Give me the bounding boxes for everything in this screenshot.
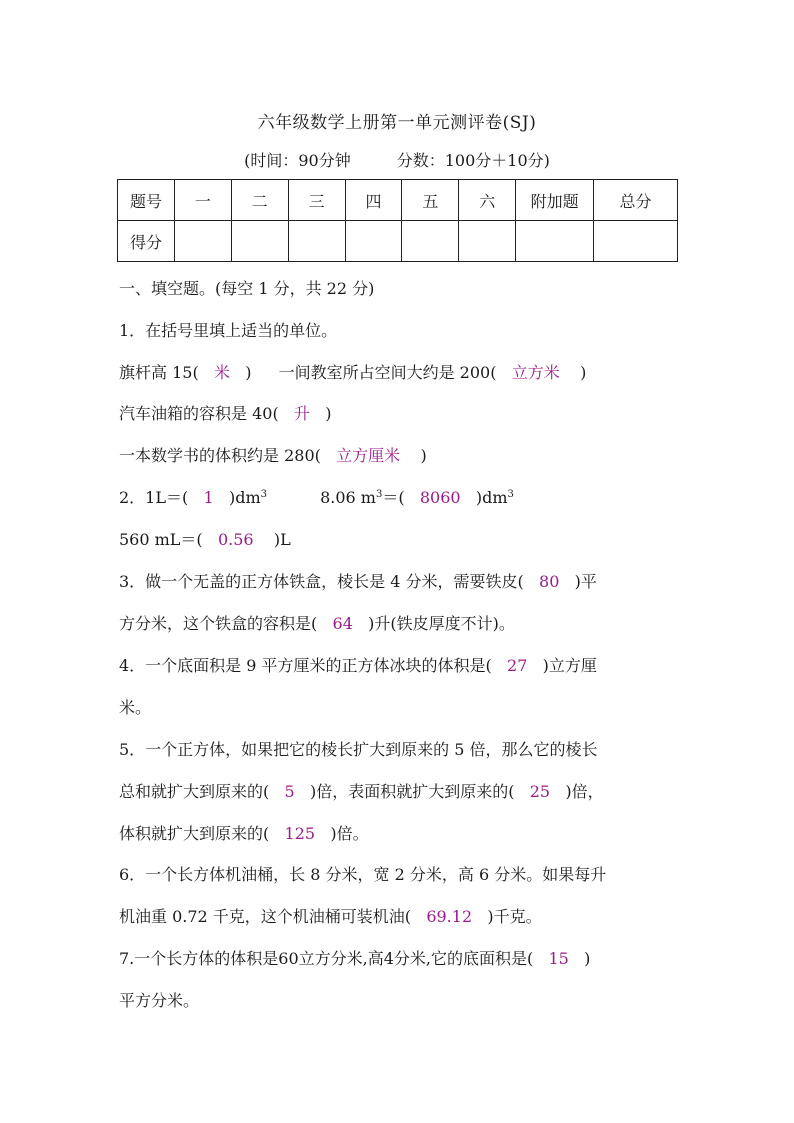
- page-title: 六年级数学上册第一单元测评卷(SJ): [257, 113, 537, 133]
- question-1-line-1: [119, 360, 586, 383]
- question-text: ): [420, 446, 427, 465]
- score-cell: [594, 221, 678, 262]
- score-cell: [402, 221, 459, 262]
- answer-text: 80: [539, 572, 560, 591]
- superscript: 3: [507, 489, 514, 500]
- answer-text: 立方厘米: [336, 446, 401, 465]
- question-text: )升(铁皮厚度不计)。: [368, 614, 515, 633]
- question-text: 560 mL＝(: [119, 530, 203, 549]
- superscript: 3: [260, 489, 267, 500]
- question-7-line-2: 平方分米。: [119, 991, 200, 1010]
- total-score: 分数：100分＋10分): [396, 151, 550, 170]
- question-text: 4．一个底面积是 9 平方厘米的正方体冰块的体积是(: [119, 656, 492, 675]
- time-limit: (时间：90分钟: [244, 151, 351, 170]
- question-text: 3．做一个无盖的正方体铁盒，棱长是 4 分米，需要铁皮(: [119, 572, 524, 591]
- answer-text: 25: [529, 782, 551, 801]
- question-1-line-2: [119, 401, 332, 424]
- table-header-cell: 四: [345, 180, 402, 221]
- table-row-label: 得分: [118, 221, 175, 262]
- question-text: )倍，表面积就扩大到原来的(: [309, 782, 515, 801]
- score-cell: [288, 221, 345, 262]
- question-4-line-1: [119, 653, 597, 676]
- score-cell: [345, 221, 402, 262]
- question-5-line-1: 5．一个正方体，如果把它的棱长扩大到原来的 5 倍，那么它的棱长: [119, 740, 598, 759]
- question-5-line-2: [119, 779, 604, 802]
- table-header-cell: 二: [231, 180, 288, 221]
- question-3-line-1: [119, 569, 597, 592]
- table-header-cell: 一: [174, 180, 231, 221]
- answer-text: 升: [293, 404, 310, 423]
- question-text: 7.一个长方体的体积是60立方分米,高4分米,它的底面积是(: [119, 949, 534, 968]
- answer-text: 69.12: [426, 907, 473, 926]
- question-2-line-1: [119, 485, 514, 508]
- answer-text: 米: [213, 363, 230, 382]
- question-text: )dm: [475, 488, 508, 507]
- question-text: )L: [273, 530, 291, 549]
- question-text: 旗杆高 15(: [119, 363, 199, 382]
- question-text: )立方厘: [542, 656, 597, 675]
- answer-text: 8060: [419, 488, 461, 507]
- answer-text: 5: [284, 782, 295, 801]
- question-2-line-2: [119, 527, 291, 550]
- question-text: 总和就扩大到原来的(: [119, 782, 270, 801]
- question-text: 体积就扩大到原来的(: [119, 824, 270, 843]
- answer-text: 立方米: [511, 363, 560, 382]
- answer-text: 1: [203, 488, 214, 507]
- table-header-cell: 题号: [118, 180, 175, 221]
- question-text: ): [580, 363, 587, 382]
- question-text: 2．1L＝(: [119, 488, 189, 507]
- score-table: [117, 179, 678, 262]
- table-header-cell: 三: [288, 180, 345, 221]
- question-6-line-2: [119, 904, 542, 927]
- question-text: ): [325, 404, 332, 423]
- answer-text: 0.56: [217, 530, 254, 549]
- superscript: 3: [375, 489, 383, 500]
- question-6-line-1: 6．一个长方体机油桶，长 8 分米，宽 2 分米，高 6 分米。如果每升: [119, 865, 607, 884]
- question-text: 一本数学书的体积约是 280(: [119, 446, 321, 465]
- answer-text: 64: [332, 614, 353, 633]
- question-text: 方分米，这个铁盒的容积是(: [119, 614, 318, 633]
- question-text: ＝(: [382, 488, 405, 507]
- question-7-line-1: [119, 946, 590, 969]
- question-text: 机油重 0.72 千克，这个机油桶可装机油(: [119, 907, 412, 926]
- section-heading: 一、填空题。(每空 1 分，共 22 分): [119, 279, 375, 298]
- answer-text: 27: [507, 656, 528, 675]
- score-table-header-row: [118, 180, 678, 221]
- question-text: )dm: [228, 488, 261, 507]
- question-5-line-3: [119, 821, 369, 844]
- question-text: )千克。: [487, 907, 542, 926]
- question-text: ): [245, 363, 252, 382]
- answer-text: 15: [548, 949, 569, 968]
- question-text: )倍，: [565, 782, 604, 801]
- question-text: )倍。: [330, 824, 369, 843]
- table-header-cell: 五: [402, 180, 459, 221]
- question-text: ): [584, 949, 591, 968]
- question-text: 一间教室所占空间大约是 200(: [278, 363, 497, 382]
- score-cell: [231, 221, 288, 262]
- score-table-score-row: [118, 221, 678, 262]
- table-header-cell: 附加题: [516, 180, 594, 221]
- score-cell: [459, 221, 516, 262]
- question-4-line-2: 米。: [119, 698, 152, 717]
- question-3-line-2: [119, 611, 515, 634]
- answer-text: 125: [284, 824, 316, 843]
- question-text: 汽车油箱的容积是 40(: [119, 404, 279, 423]
- question-1-stem: 1．在括号里填上适当的单位。: [119, 321, 338, 340]
- score-cell: [174, 221, 231, 262]
- table-header-cell: 总分: [594, 180, 678, 221]
- question-1-line-3: [119, 443, 427, 466]
- question-text: )平: [574, 572, 597, 591]
- table-header-cell: 六: [459, 180, 516, 221]
- score-cell: [516, 221, 594, 262]
- exam-info: [0, 148, 794, 171]
- question-text: 8.06 m: [320, 488, 376, 507]
